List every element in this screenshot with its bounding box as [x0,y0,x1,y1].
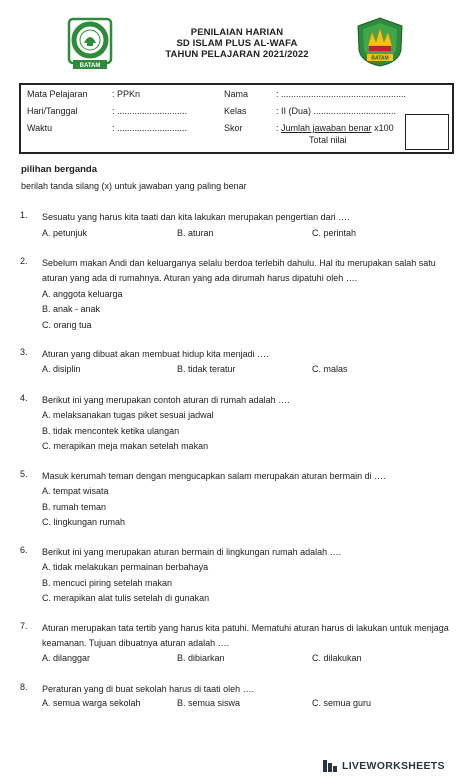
question-number: 5. [20,469,28,479]
option-c[interactable]: C. malas [312,364,348,374]
option-a[interactable]: A. melaksanakan tugas piket sesuai jadwal [42,410,214,420]
time-label: Waktu [27,123,53,133]
score-numerator: Jumlah jawaban benar [281,123,372,133]
class-field[interactable]: : II (Dua) ................................. [276,106,397,116]
name-label: Nama [224,89,249,99]
question-text: Sebelum makan Andi dan keluarganya selalu berdoa terlebih dahulu. Hal itu merupakan salah satu aturan yang ada di rumahnya. Aturan yang ada dirumah harus dipatuhi oleh …. [42,258,436,283]
logo-left-bottom-text: BATAM [79,63,101,69]
question-number: 6. [20,545,28,555]
option-b[interactable]: B. semua siswa [177,698,241,708]
score-formula [276,123,394,133]
option-a[interactable]: A. disiplin [42,364,81,374]
option-a[interactable]: A. tidak melakukan permainan berbahaya [42,562,209,572]
question-text: Aturan yang dibuat akan membuat hidup kita menjadi …. [42,349,269,359]
option-c[interactable]: C. lingkungan rumah [42,517,126,527]
option-b[interactable]: B. anak - anak [42,304,101,314]
option-a[interactable]: A. petunjuk [42,228,88,238]
logo-right-bottom-text: BATAM [371,55,389,62]
title-line-3: TAHUN PELAJARAN 2021/2022 [165,49,309,60]
option-b[interactable]: B. dibiarkan [177,653,225,663]
question-text: Berikut ini yang merupakan contoh aturan di rumah adalah …. [42,395,290,405]
question-number: 8. [20,682,28,692]
option-a[interactable]: A. dilanggar [42,653,91,663]
liveworksheets-brand[interactable] [320,758,470,774]
question-text: Masuk kerumah teman dengan mengucapkan salam merupakan aturan bermain di …. [42,471,386,481]
date-field[interactable]: : ............................ [112,106,188,116]
question-text: Peraturan yang di buat sekolah harus di taati oleh …. [42,684,255,694]
option-c[interactable]: C. dilakukan [312,653,362,663]
score-denominator: Total nilai [309,135,347,145]
question-text: Berikut ini yang merupakan aturan bermain di lingkungan rumah adalah …. [42,547,342,557]
option-a[interactable]: A. anggota keluarga [42,289,123,299]
brand-text: LIVEWORKSHEETS [342,760,445,772]
option-b[interactable]: B. rumah teman [42,502,107,512]
option-c[interactable]: C. merapikan alat tulis setelah di gunakan [42,593,210,603]
section-title: pilihan berganda [21,164,98,175]
option-c[interactable]: C. merapikan meja makan setelah makan [42,441,209,451]
option-b[interactable]: B. aturan [177,228,214,238]
score-multiplier: x100 [371,123,394,133]
option-b[interactable]: B. tidak mencontek ketika ulangan [42,426,180,436]
question-number: 4. [20,393,28,403]
option-a[interactable]: A. tempat wisata [42,486,109,496]
question-number: 7. [20,621,28,631]
subject-label: Mata Pelajaran [27,89,88,99]
option-b[interactable]: B. tidak teratur [177,364,236,374]
score-box[interactable] [405,114,449,150]
option-c[interactable]: C. semua guru [312,698,372,708]
score-colon: : [276,123,282,133]
title-line-2: SD ISLAM PLUS AL-WAFA [176,38,298,49]
question-text: Sesuatu yang harus kita taati dan kita lakukan merupakan pengertian dari …. [42,212,350,222]
class-label: Kelas [224,106,247,116]
section-instruction: berilah tanda silang (x) untuk jawaban yang paling benar [21,181,247,191]
liveworksheets-logo-icon [322,759,338,773]
question-number: 2. [20,256,28,266]
score-label: Skor [224,123,243,133]
question-number: 1. [20,210,28,220]
option-c[interactable]: C. perintah [312,228,357,238]
date-label: Hari/Tanggal [27,106,78,116]
school-logo-icon [66,16,114,72]
option-b[interactable]: B. mencuci piring setelah makan [42,578,173,588]
question-number: 3. [20,347,28,357]
option-a[interactable]: A. semua warga sekolah [42,698,141,708]
time-field[interactable]: : ............................ [112,123,188,133]
student-info-box [19,83,454,154]
option-c[interactable]: C. orang tua [42,320,92,330]
title-line-1: PENILAIAN HARIAN [190,27,284,38]
name-field[interactable]: : .................................................. [276,89,407,99]
title-block [120,27,354,60]
city-emblem-icon [355,16,405,68]
subject-value: : PPKn [112,89,141,99]
page-header [0,0,474,80]
question-text: Aturan merupakan tata tertib yang harus kita patuhi. Mematuhi aturan harus di lakukan untuk menjaga keamanan. Tujuan dibuatnya aturan adalah …. [42,623,449,648]
